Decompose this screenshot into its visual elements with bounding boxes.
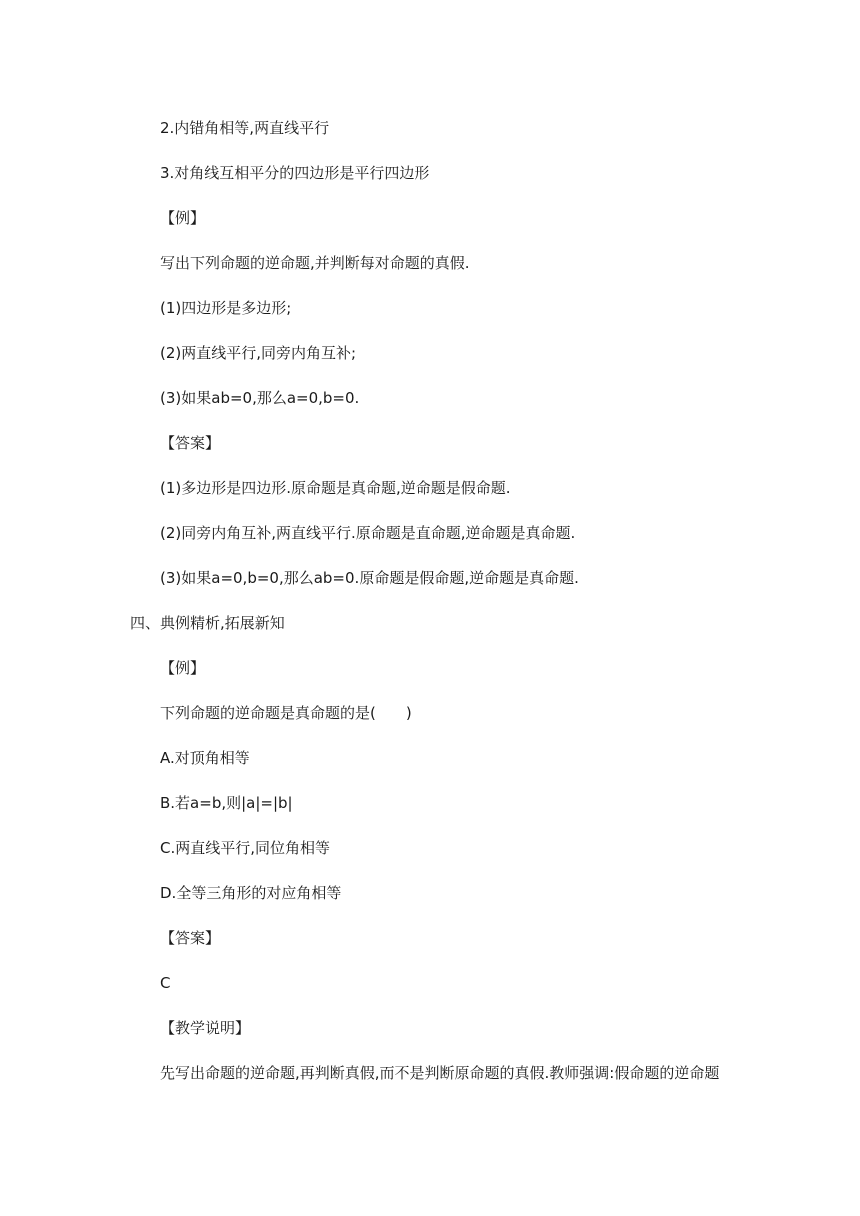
example-item-1: (1)四边形是多边形; [160, 299, 292, 317]
example-item-3: (3)如果ab=0,那么a=0,b=0. [160, 389, 360, 407]
example-label: 【例】 [160, 209, 206, 227]
answer-item-3: (3)如果a=0,b=0,那么ab=0.原命题是假命题,逆命题是真命题. [160, 569, 579, 587]
answer-item-1: (1)多边形是四边形.原命题是真命题,逆命题是假命题. [160, 479, 511, 497]
section-heading: 四、典例精析,拓展新知 [130, 614, 285, 632]
multiple-choice-question: 下列命题的逆命题是真命题的是( ) [160, 704, 412, 722]
option-a: A.对顶角相等 [160, 749, 250, 767]
answer-choice: C [160, 974, 171, 992]
answer-label-2: 【答案】 [160, 929, 221, 947]
option-d: D.全等三角形的对应角相等 [160, 884, 342, 902]
option-c: C.两直线平行,同位角相等 [160, 839, 331, 857]
example-label-2: 【例】 [160, 659, 206, 677]
example-item-2: (2)两直线平行,同旁内角互补; [160, 344, 357, 362]
statement-3: 3.对角线互相平分的四边形是平行四边形 [160, 164, 430, 182]
option-b: B.若a=b,则|a|=|b| [160, 794, 293, 812]
teaching-note-text: 先写出命题的逆命题,再判断真假,而不是判断原命题的真假.教师强调:假命题的逆命题 [160, 1064, 720, 1082]
teaching-note-label: 【教学说明】 [160, 1019, 251, 1037]
answer-label: 【答案】 [160, 434, 221, 452]
example-question: 写出下列命题的逆命题,并判断每对命题的真假. [160, 254, 470, 272]
answer-item-2: (2)同旁内角互补,两直线平行.原命题是直命题,逆命题是真命题. [160, 524, 576, 542]
statement-2: 2.内错角相等,两直线平行 [160, 119, 330, 137]
